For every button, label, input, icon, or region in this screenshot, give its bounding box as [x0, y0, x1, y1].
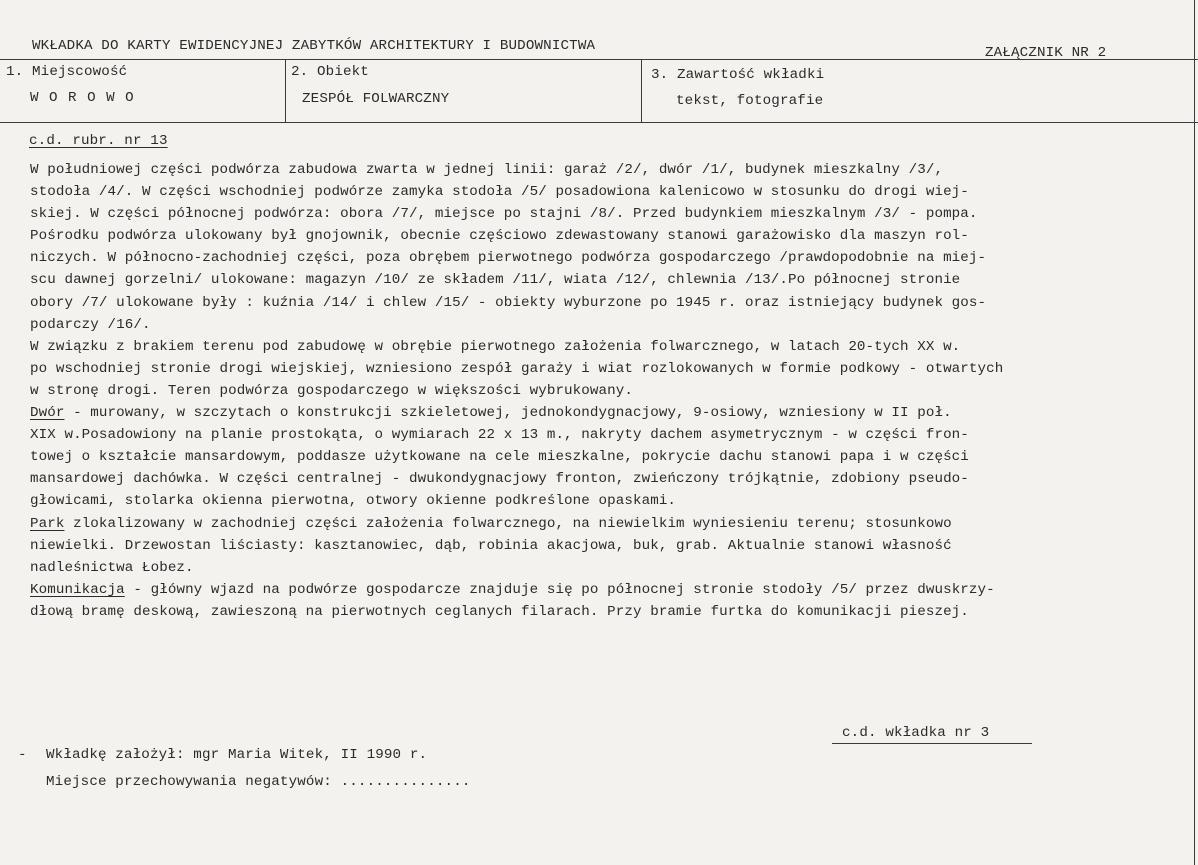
text-line: W związku z brakiem terenu pod zabudowę w obrębie pierwotnego założenia folwarcznego, w latach 20-tych XX w.: [30, 338, 961, 355]
text-line: w stronę drogi. Teren podwórza gospodarczego w większości wybrukowany.: [30, 382, 633, 399]
text-line: W południowej części podwórza zabudowa zwarta w jednej linii: garaż /2/, dwór /1/, budynek mieszkalny /3/,: [30, 162, 944, 178]
negatives-location: Miejsce przechowywania negatywów: ...............: [46, 774, 471, 790]
text-line: Pośrodku podwórza ulokowany był gnojownik, obecnie częściowo zdewastowany stanowi garażowisko dla maszyn rol-: [30, 228, 969, 245]
text-fragment: - murowany, w szczytach o konstrukcji szkieletowej, jednokondygnacjowy, 9-osiowy, wzniesiony w II poł.: [64, 405, 952, 422]
text-line: podarczy /16/.: [30, 316, 151, 333]
card-title: WKŁADKA DO KARTY EWIDENCYJNEJ ZABYTKÓW ARCHITEKTURY I BUDOWNICTWA: [32, 38, 596, 54]
object-label: 2. Obiekt: [291, 64, 369, 80]
text-line: niczych. W północno-zachodniej części, poza obrębem pierwotnego podwórza gospodarczego /prawdopodobnie na miej-: [30, 250, 987, 267]
continuation-note: c.d. wkładka nr 3: [842, 725, 990, 741]
text-fragment: zlokalizowany w zachodniej części założenia folwarcznego, na niewielkim wyniesieniu terenu; stosunkowo: [64, 515, 952, 532]
object-value: ZESPÓŁ FOLWARCZNY: [302, 91, 450, 107]
text-line: po wschodniej stronie drogi wiejskiej, wzniesiono zespół garaży i wiat rozlokowanych w formie podkowy - otwartych: [30, 360, 1004, 377]
fields-divider-2: [641, 59, 642, 122]
fields-divider-1: [285, 59, 286, 122]
prepared-by: Wkładkę założył: mgr Maria Witek, II 1990 r.: [46, 747, 428, 763]
attachment-number: ZAŁĄCZNIK NR 2: [985, 45, 1107, 61]
text-line: niewielki. Drzewostan liściasty: kasztanowiec, dąb, robinia akacjowa, buk, grab. Aktualnie stanowi własność: [30, 537, 952, 554]
text-line: [30, 402, 1198, 424]
text-line: XIX w.Posadowiony na planie prostokąta, o wymiarach 22 x 13 m., nakryty dachem asymetrycznym - w części fron-: [30, 427, 969, 444]
communication-heading: Komunikacja: [30, 581, 125, 598]
fields-bottom-rule: [0, 122, 1198, 123]
text-line: nadleśnictwa Łobez.: [30, 559, 194, 576]
text-fragment: - główny wjazd na podwórze gospodarcze znajduje się po północnej stronie stodoły /5/ przez dwuskrzy-: [124, 581, 995, 598]
text-line: głowicami, stolarka okienna pierwotna, otwory okienne podkreślone opaskami.: [30, 493, 677, 510]
text-line: scu dawnej gorzelni/ ulokowane: magazyn /10/ ze składem /11/, wiata /12/, chlewnia /13/.Po północnej stronie: [30, 272, 961, 289]
locality-value: W O R O W O: [30, 90, 135, 106]
text-line: [30, 513, 1198, 535]
locality-label: 1. Miejscowość: [6, 64, 128, 80]
text-line: obory /7/ ulokowane były : kuźnia /14/ i chlew /15/ - obiekty wyburzone po 1945 r. oraz istniejący budynek gos-: [30, 294, 987, 311]
text-line: stodoła /4/. W części wschodniej podwórze zamyka stodoła /5/ posadowiona kalenicowo w stosunku do drogi wiej-: [30, 184, 969, 201]
description-body: [30, 159, 1198, 623]
text-line: dłową bramę deskową, zawieszoną na pierwotnych ceglanych filarach. Przy bramie furtka do komunikacji pieszej.: [30, 603, 969, 620]
text-line: [30, 579, 1198, 601]
text-line: skiej. W części północnej podwórza: obora /7/, miejsce po stajni /8/. Przed budynkiem mieszkalnym /3/ - pompa.: [30, 206, 978, 223]
continuation-underline: [832, 743, 1032, 744]
manor-heading: Dwór: [30, 405, 65, 422]
content-label: 3. Zawartość wkładki: [651, 67, 825, 83]
text-line: towej o kształcie mansardowym, poddasze użytkowane na cele mieszkalne, pokrycie dachu stanowi papa i w części: [30, 449, 969, 466]
section-heading: c.d. rubr. nr 13: [29, 133, 168, 149]
dash-mark: -: [18, 747, 27, 763]
text-line: mansardowej dachówka. W części centralnej - dwukondygnacjowy fronton, zwieńczony trójkątnie, zdobiony pseudo-: [30, 471, 969, 488]
park-heading: Park: [30, 515, 65, 532]
content-value: tekst, fotografie: [676, 93, 824, 109]
